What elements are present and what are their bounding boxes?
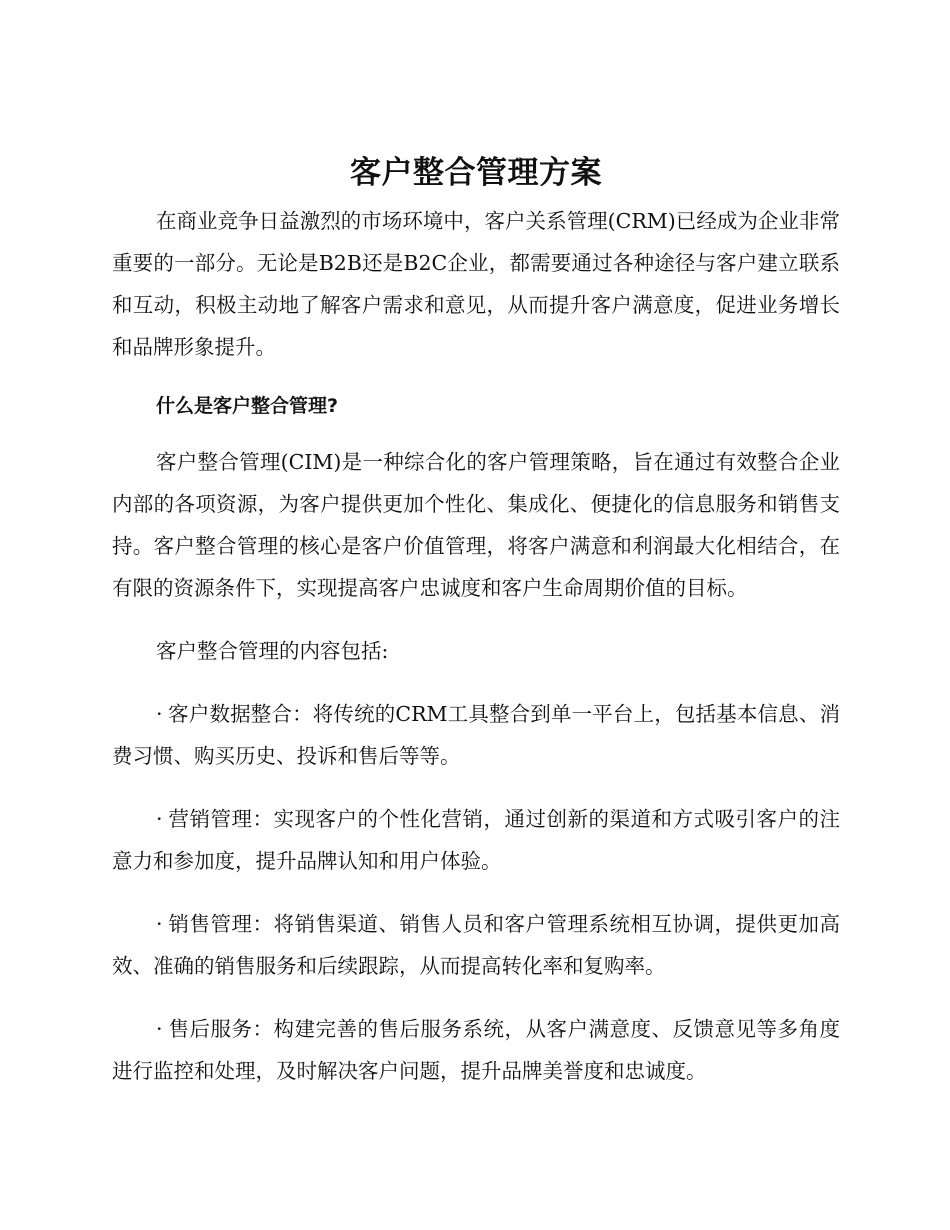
bullet-item-sales: [112, 903, 840, 987]
bullet-text: 销售管理：将销售渠道、销售人员和客户管理系统相互协调，提供更加高效、准确的销售服务和后续跟踪，从而提高转化率和复购率。: [112, 912, 840, 978]
bullet-dot-icon: ·: [156, 1017, 163, 1041]
bullet-text: 售后服务：构建完善的售后服务系统，从客户满意度、反馈意见等多角度进行监控和处理，及时解决客户问题，提升品牌美誉度和忠诚度。: [112, 1017, 840, 1083]
bullet-text: 客户数据整合：将传统的CRM工具整合到单一平台上，包括基本信息、消费习惯、购买历史、投诉和售后等等。: [112, 702, 840, 768]
document-title: 客户整合管理方案: [350, 155, 602, 191]
document-page: [112, 150, 840, 1113]
bullet-dot-icon: ·: [156, 912, 163, 936]
content-bullet-list: [112, 693, 840, 1092]
content-intro-paragraph: 客户整合管理的内容包括:: [156, 639, 389, 663]
definition-paragraph: 客户整合管理(CIM)是一种综合化的客户管理策略，旨在通过有效整合企业内部的各项资源，为客户提供更加个性化、集成化、便捷化的信息服务和销售支持。客户整合管理的核心是客户价值管理，将客户满意和利润最大化相结合，在有限的资源条件下，实现提高客户忠诚度和客户生命周期价值的目标。: [112, 450, 840, 600]
bullet-text: 营销管理：实现客户的个性化营销，通过创新的渠道和方式吸引客户的注意力和参加度，提升品牌认知和用户体验。: [112, 807, 840, 873]
bullet-item-data-integration: [112, 693, 840, 777]
intro-paragraph: 在商业竞争日益激烈的市场环境中，客户关系管理(CRM)已经成为企业非常重要的一部分。无论是B2B还是B2C企业，都需要通过各种途径与客户建立联系和互动，积极主动地了解客户需求和意见，从而提升客户满意度，促进业务增长和品牌形象提升。: [112, 209, 840, 359]
section-heading: 什么是客户整合管理?: [156, 395, 339, 417]
bullet-dot-icon: ·: [156, 807, 163, 831]
bullet-item-after-sales: [112, 1008, 840, 1092]
bullet-dot-icon: ·: [156, 702, 163, 726]
bullet-item-marketing: [112, 798, 840, 882]
